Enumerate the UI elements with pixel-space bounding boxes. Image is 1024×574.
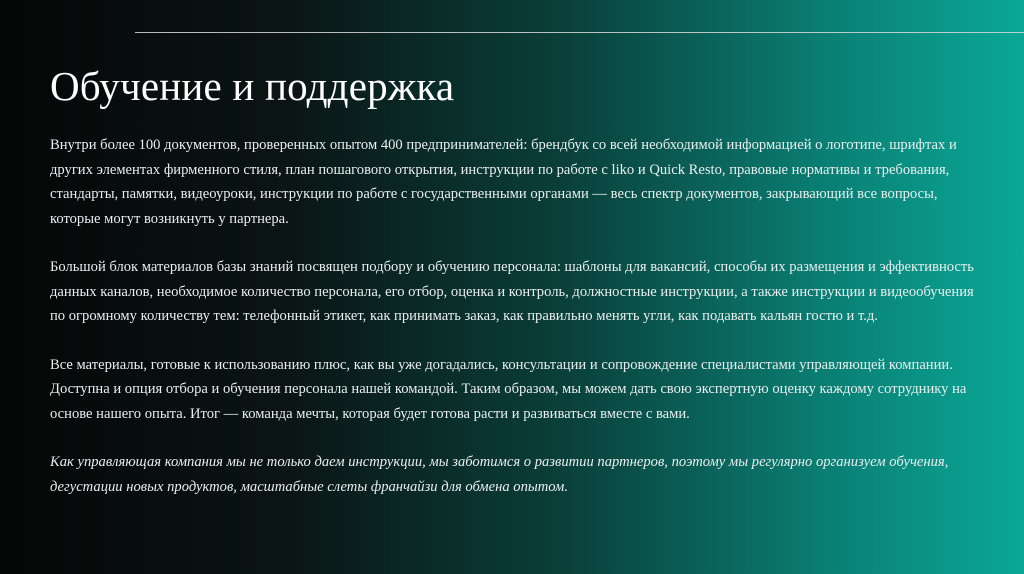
paragraph-consulting: Все материалы, готовые к использованию плюс, как вы уже догадались, консультации и сопровождение специалистами управляющей компании. Доступна и опция отбора и обучения персонала нашей командой. Таким образом, мы можем дать свою экспертную оценку каждому сотруднику на основе нашего опыта. Итог — команда мечты, которая будет готова расти и развиваться вместе с вами. bbox=[50, 356, 967, 422]
slide-title: Обучение и поддержка bbox=[50, 63, 455, 109]
top-divider-line bbox=[135, 32, 1024, 33]
paragraph-partner-development: Как управляющая компания мы не только даем инструкции, мы заботимся о развитии партнеров, поэтому мы регулярно организуем обучения, дегустации новых продуктов, масштабные слеты франчайзи для обмена опытом. bbox=[50, 454, 949, 495]
slide-body bbox=[50, 133, 985, 499]
paragraph-staff-training: Большой блок материалов базы знаний посвящен подбору и обучению персонала: шаблоны для вакансий, способы их размещения и эффективность данных каналов, необходимое количество персонала, его отбор, оценка и контроль, должностные инструкции, а также инструкции и видеообучения по огромному количеству тем: телефонный этикет, как принимать заказ, как правильно менять угли, как подавать кальян гостю и т.д. bbox=[50, 259, 974, 324]
paragraph-documents: Внутри более 100 документов, проверенных опытом 400 предпринимателей: брендбук со всей необходимой информацией о логотипе, шрифтах и других элементах фирменного стиля, план пошагового открытия, инструкции по работе с liko и Quick Resto, правовые нормативы и требования, стандарты, памятки, видеоуроки, инструкции по работе с государственными органами — весь спектр документов, закрывающий все вопросы, которые могут возникнуть у партнера. bbox=[50, 137, 957, 227]
